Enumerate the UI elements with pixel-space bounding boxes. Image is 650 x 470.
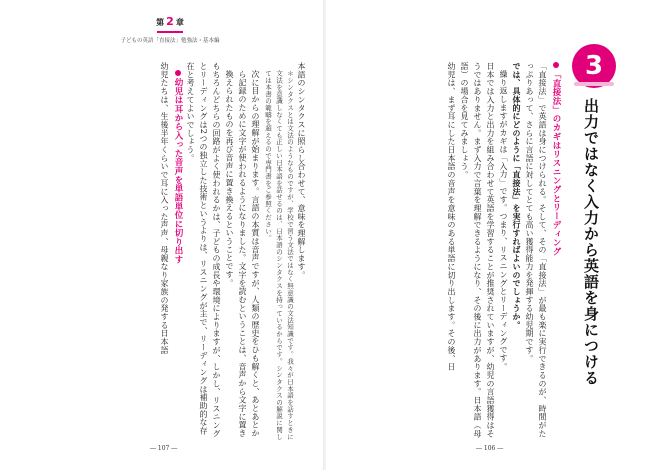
page-number-right: ― 106 ―	[476, 445, 504, 452]
right-para-1: 「直接法」で英語は身につけられる。そして、その「直接法」が最も楽に実行できるのが、時間がたっぷりあって、さらに言語に対してとても高い獲得能力を発揮する幼児期です。	[525, 62, 547, 438]
chapter-suffix: 章	[175, 18, 184, 27]
chapter-header	[120, 10, 220, 44]
heading-2-text: 幼児は耳から入った音声を単語単位に切り出す	[173, 78, 183, 264]
section-accent-bar	[574, 82, 614, 86]
left-para-1: 本語のシンタクスに照らし合わせて、意味を理解します。	[297, 62, 306, 280]
left-para-2: 次に目からの理解が始まります。言語の本質は音声ですが、人類の歴史をひも解くと、あとあとから記録のために文字が使われるようになりました。文字を読むということは、音声から文字に置き換えられたものを再び音声に置き換えるということです。	[225, 70, 260, 438]
chapter-subtitle: 子どもの英語「直接法」勉強法・基本編	[120, 38, 220, 44]
bullet-dot-icon	[175, 70, 181, 76]
right-page-body	[344, 62, 562, 442]
chapter-rule	[157, 31, 183, 33]
right-para-5: 幼児は、まず耳にした日本語の音声を意味のある単語に切り出します。その後、日	[447, 62, 456, 371]
right-para-3: 繰り返しますがカギは「入力」です。つまり、リスニングとリーディングです。	[499, 70, 508, 371]
page-number-left: ― 107 ―	[150, 445, 178, 452]
chapter-prefix: 第	[156, 18, 165, 27]
left-page-body	[28, 62, 308, 442]
left-para-4: 幼児たちは、生後半年くらいで耳に入った声声、母親なり家族の発する日本語	[160, 62, 169, 355]
right-para-4: 日本では入力と出力を組み合わせて英語を学習することが推奨されていますが、幼児の言語獲得はそうではありません。まず入力で言葉を理解できるようになり、その後に出力があります。日本語（母語）の場合を見てみましょう。	[460, 62, 495, 438]
left-page	[0, 0, 324, 470]
bullet-dot-icon	[553, 62, 559, 68]
syntax-note: ＊シンタクスとは文法のようなものですが、学校で習う文法ではなく無意識の文法知識です。我々が日本語を話すときに文法を意識しなくても正しい日本語を話せるのは、日本語のシンタクスを持っているからです。シンタクスの解説に関しては本書の範疇を超えるので専門書をご参照ください。	[264, 70, 294, 440]
section-title: 出力ではなく入力から英語を身につける	[582, 98, 600, 386]
section-heading-2	[171, 70, 184, 442]
chapter-number: 2	[166, 15, 174, 28]
heading-1-text: 「直接法」のカギはリスニングとリーディング	[551, 70, 561, 256]
chapter-label	[156, 15, 184, 28]
section-heading-1	[549, 62, 562, 442]
right-para-2: では、具体的にどのように「直接法」を実行すればよいのでしょうか。	[512, 62, 522, 330]
section-number-badge: 3	[572, 44, 616, 88]
left-para-3: もちろんどちらの回路がよく使われるかは、子どもの成長や環境によりますが、しかし、リスニングとリーディングは2つの独立した技術というよりは、リスニングが主で、リーディングは補助的な存在と考えてよいでしょう。	[186, 62, 221, 438]
